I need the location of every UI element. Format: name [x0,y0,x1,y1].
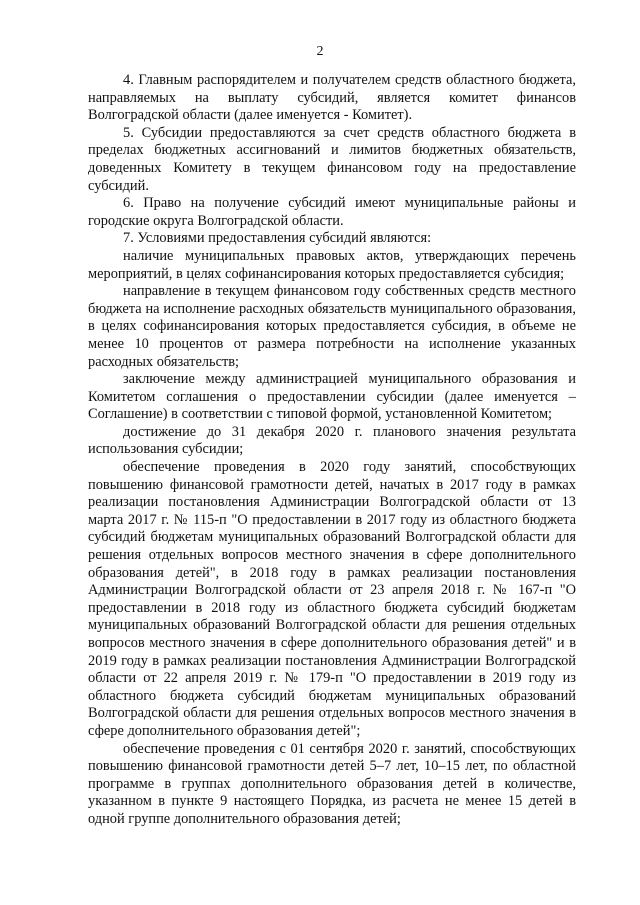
page-number: 2 [316,44,324,59]
paragraph-item-5: 5. Субсидии предоставляются за счет средств областного бюджета в пределах бюджетных ассигнований и лимитов бюджетных обязательств, доведенных Комитету в текущем финансовом году на предоставление субсидий. [88,124,576,194]
condition-agreement: заключение между администрацией муниципального образования и Комитетом соглашения о предоставлении субсидии (далее именуется – Соглашение) в соответствии с типовой формой, установленной Комитетом; [88,371,576,423]
condition-classes-september: обеспечение проведения с 01 сентября 2020 г. занятий, способствующих повышению финансовой грамотности детей 5–7 лет, 10–15 лет, по областной программе в группах дополнительного образования детей в количестве, указанном в пункте 9 настоящего Порядка, из расчета не менее 15 детей в одной группе дополнительного образования детей; [88,740,576,827]
condition-classes-2020: обеспечение проведения в 2020 году занятий, способствующих повышению финансовой грамотности детей, начатых в 2017 году в рамках реализации постановления Администрации Волгоградской области от 13 марта 2017 г. № 115-п "О предоставлении в 2017 году из областного бюджета субсидий бюджетам муниципальных образований Волгоградской области для решения отдельных вопросов местного значения в сфере дополнительного образования детей", в 2018 году в рамках реализации постановления Администрации Волгоградской области от 23 апреля 2018 г. № 167-п "О предоставлении в 2018 году из областного бюджета субсидий бюджетам муниципальных образований Волгоградской области для решения отдельных вопросов местного значения в сфере дополнительного образования детей" и в 2019 году в рамках реализации постановления Администрации Волгоградской области от 22 апреля 2019 г. № 179-п "О предоставлении в 2019 году из областного бюджета субсидий бюджетам муниципальных образований Волгоградской области для решения отдельных вопросов местного значения в сфере дополнительного образования детей"; [88,459,576,739]
paragraph-item-4: 4. Главным распорядителем и получателем средств областного бюджета, направляемых на выплату субсидий, является комитет финансов Волгоградской области (далее именуется - Комитет). [88,72,576,124]
condition-own-funds: направление в текущем финансовом году собственных средств местного бюджета на исполнение расходных обязательств муниципального образования, в целях софинансирования которых предоставляется субсидия, в объеме не менее 10 процентов от размера потребности на исполнение указанных расходных обязательств; [88,283,576,370]
paragraph-item-7-heading: 7. Условиями предоставления субсидий являются: [123,230,432,247]
document-body [88,72,576,829]
paragraph-item-6: 6. Право на получение субсидий имеют муниципальные районы и городские округа Волгоградской области. [88,195,576,229]
condition-legal-acts: наличие муниципальных правовых актов, утверждающих перечень мероприятий, в целях софинансирования которых предоставляется субсидия; [88,247,576,282]
condition-result-target: достижение до 31 декабря 2020 г. планового значения результата использования субсидии; [88,423,576,458]
